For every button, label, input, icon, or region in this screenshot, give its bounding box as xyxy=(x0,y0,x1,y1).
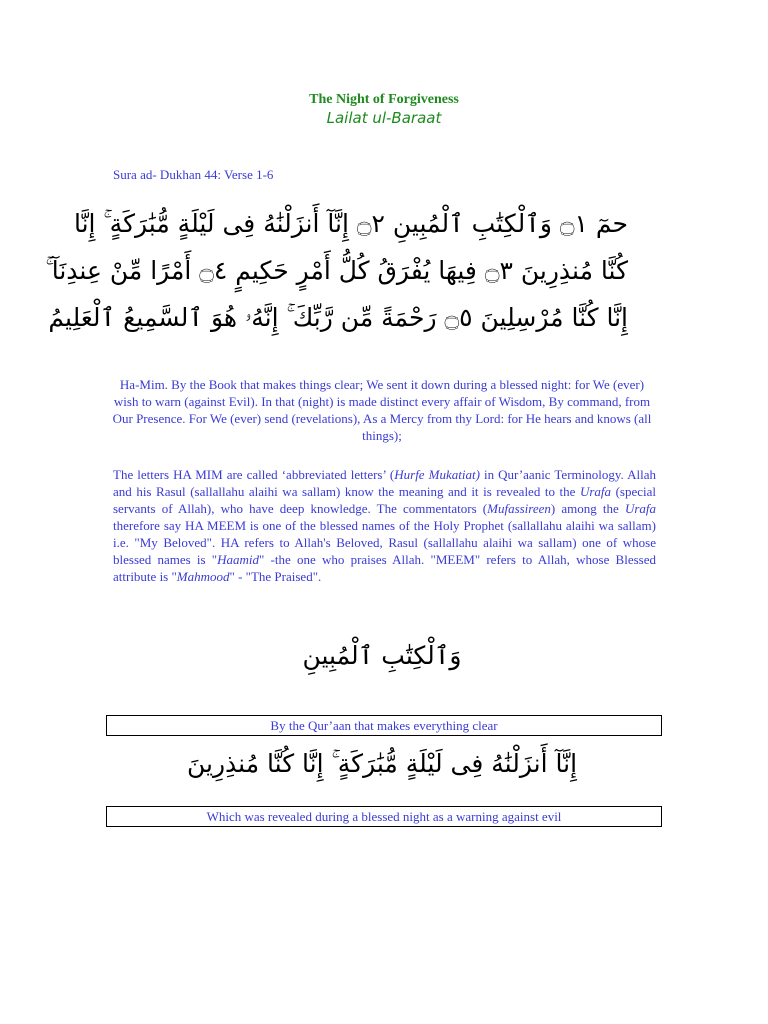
arabic-verses xyxy=(45,200,628,341)
arabic-verse-line: إِنَّا كُنَّا مُرْسِلِينَ ۝٥ رَحْمَةً مِّن رَّبِّكَ ۚ إِنَّهُۥ هُوَ ٱلسَّمِيعُ ٱلْعَلِيمُ xyxy=(48,303,628,332)
commentary-term-urafa: Urafa xyxy=(579,484,612,499)
commentary-term-haamid: Haamid xyxy=(217,552,260,567)
translation-box: By the Qur’aan that makes everything clear xyxy=(106,715,662,736)
commentary-text: " - "The Praised". xyxy=(229,569,322,584)
arabic-verse-line: كُنَّا مُنذِرِينَ ۝٣ فِيهَا يُفْرَقُ كُلُّ أَمْرٍ حَكِيمٍ ۝٤ أَمْرًا مِّنْ عِندِنَآ ۚ xyxy=(45,256,628,285)
commentary-term-mahmood: Mahmood xyxy=(176,569,230,584)
commentary-text: " -the one who praises Allah. "MEEM" refers to Allah, whose Blessed attribute is " xyxy=(113,552,656,584)
arabic-phrase: إِنَّآ أَنزَلْنَٰهُ فِى لَيْلَةٍ مُّبَٰرَكَةٍ ۚ إِنَّا كُنَّا مُنذِرِينَ xyxy=(186,749,578,778)
commentary-paragraph xyxy=(113,466,656,585)
commentary-text: in Qur’aanic Terminology. Allah and his Rasul (sallallahu alaihi wa sallam) know the meaning and it is revealed to the xyxy=(113,467,656,499)
commentary-term-urafa: Urafa xyxy=(624,501,656,516)
commentary-text: (special servants of Allah), who have deep knowledge. The commentators ( xyxy=(113,484,656,516)
commentary-term-hurfe: Hurfe Mukatiat) xyxy=(394,467,480,482)
arabic-phrase: وَٱلْكِتَٰبِ ٱلْمُبِينِ xyxy=(302,641,462,670)
commentary-text: therefore say HA MEEM is one of the blessed names of the Holy Prophet (sallallahu alaihi wa sallam) i.e. "My Beloved". HA refers to Allah's Beloved, Rasul (sallallahu alaihi wa sallam) one of whose blessed names is " xyxy=(113,518,656,567)
commentary-text: ) among the xyxy=(550,501,625,516)
translation-box: Which was revealed during a blessed night as a warning against evil xyxy=(106,806,662,827)
commentary-term-mufassireen: Mufassireen xyxy=(487,501,551,516)
page-subtitle: Lailat ul-Baraat xyxy=(326,109,442,127)
commentary-text: The letters HA MIM are called ‘abbreviated letters’ ( xyxy=(113,467,395,482)
sura-reference: Sura ad- Dukhan 44: Verse 1-6 xyxy=(113,167,274,182)
page-title: The Night of Forgiveness xyxy=(309,92,459,107)
verse-translation: Ha-Mim. By the Book that makes things clear; We sent it down during a blessed night: for We (ever) wish to warn (against Evil). In that (night) is made distinct every affair of Wisdom, By command, from Our Presence. For We (ever) send (revelations), As a Mercy from thy Lord: for He hears and knows (all things); xyxy=(112,377,652,443)
arabic-verse-line: حمٓ ۝١ وَٱلْكِتَٰبِ ٱلْمُبِينِ ۝٢ إِنَّآ أَنزَلْنَٰهُ فِى لَيْلَةٍ مُّبَٰرَكَةٍ ۚ إِنَّا xyxy=(73,209,628,238)
